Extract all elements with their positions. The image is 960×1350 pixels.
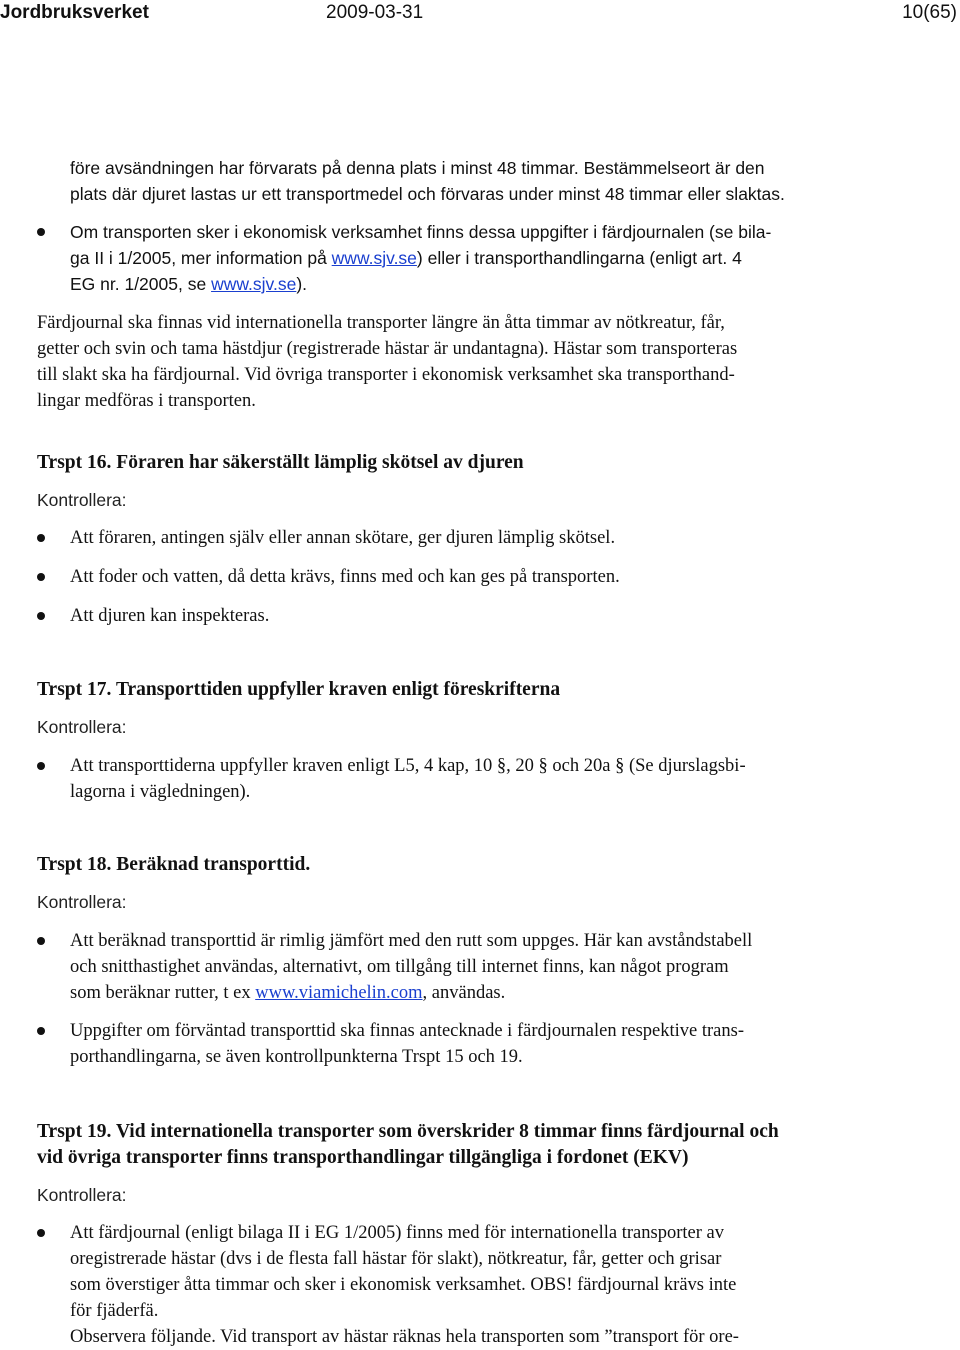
section-trspt-19 <box>37 1119 937 1208</box>
sjv-link[interactable]: www.sjv.se <box>211 274 297 294</box>
bullet-icon <box>37 573 45 581</box>
intro-bullet-line: EG nr. 1/2005, se www.sjv.se). <box>70 274 308 294</box>
intro-paragraph-2: Färdjournal ska finnas vid internationella transporter längre än åtta timmar av nötkreatur, får, getter och svin och tama hästdjur (registrerade hästar är undantagna). Hästar som transporteras till slakt ska ha färdjournal. Vid övriga transporter i ekonomisk verksamhet ska transporthand- lingar medföras i transporten. <box>37 313 738 411</box>
intro-line: plats där djuret lastas ur ett transportmedel och förvaras under minst 48 timmar eller slaktas. <box>70 184 785 204</box>
intro-bullet <box>70 219 930 297</box>
intro-bullet-line: Om transporten sker i ekonomisk verksamhet finns dessa uppgifter i färdjournalen (se bila- <box>70 222 772 242</box>
check-label: Kontrollera: <box>37 717 127 737</box>
bullet-icon <box>37 762 45 770</box>
header-date: 2009-03-31 <box>326 2 424 23</box>
section-heading: Trspt 17. Transporttiden uppfyller kraven enligt föreskrifterna <box>37 679 561 700</box>
bullet-icon <box>37 228 45 236</box>
intro-paragraph <box>70 155 930 207</box>
header-org: Jordbruksverket <box>0 2 149 23</box>
check-item: Att foder och vatten, då detta krävs, finns med och kan ges på transporten. <box>70 567 620 587</box>
sjv-link[interactable]: www.sjv.se <box>331 248 417 268</box>
check-item: Uppgifter om förväntad transporttid ska finnas antecknade i färdjournalen respektive trans- porthandlingarna, se även kontrollpunkterna Trspt 15 och 19. <box>70 1021 744 1067</box>
viamichelin-link[interactable]: www.viamichelin.com <box>255 983 423 1003</box>
section-heading-cont: vid övriga transporter finns transporthandlingar tillgängliga i fordonet (EKV) <box>37 1147 689 1168</box>
check-label: Kontrollera: <box>37 892 127 912</box>
check-item: Att transporttiderna uppfyller kraven enligt L5, 4 kap, 10 §, 20 § och 20a § (Se djurslagsbi- lagorna i vägledningen). <box>70 756 746 802</box>
check-item: Att föraren, antingen själv eller annan skötare, ger djuren lämplig skötsel. <box>70 528 616 548</box>
intro-line: före avsändningen har förvarats på denna plats i minst 48 timmar. Bestämmelseort är den <box>70 158 765 178</box>
check-label: Kontrollera: <box>37 490 127 510</box>
intro-bullet-line: ga II i 1/2005, mer information på www.sjv.se) eller i transporthandlingarna (enligt art. 4 <box>70 248 742 268</box>
section-heading: Trspt 18. Beräknad transporttid. <box>37 854 311 875</box>
bullet-icon <box>37 612 45 620</box>
bullet-icon <box>37 534 45 542</box>
check-item: Att färdjournal (enligt bilaga II i EG 1/2005) finns med för internationella transporter av oregistrerade hästar (dvs i de flesta fall hästar för slakt), nötkreatur, får, getter och grisar som överstiger åtta timmar och sker i ekonomisk verksamhet. OBS! färdjournal krävs inte för fjäderfä. Observera följande. Vid transport av hästar räknas hela transporten som ”transport för ore- <box>70 1223 739 1347</box>
page-header <box>0 0 960 30</box>
section-heading: Trspt 19. Vid internationella transporter som överskrider 8 timmar finns färdjournal och <box>37 1121 779 1142</box>
section-trspt-18 <box>37 852 937 915</box>
section-trspt-16 <box>37 450 937 513</box>
header-page-number: 10(65) <box>902 2 957 23</box>
check-item: Att djuren kan inspekteras. <box>70 606 270 626</box>
bullet-icon <box>37 1027 45 1035</box>
section-trspt-17 <box>37 677 937 740</box>
bullet-icon <box>37 937 45 945</box>
check-item: Att beräknad transporttid är rimlig jämfört med den rutt som uppges. Här kan avståndstabell och snitthastighet användas, alternativt, om tillgång till internet finns, kan något program som beräknar rutter, t ex www.viamichelin.com, användas. <box>70 931 753 1003</box>
check-label: Kontrollera: <box>37 1185 127 1205</box>
bullet-icon <box>37 1229 45 1237</box>
section-heading: Trspt 16. Föraren har säkerställt lämplig skötsel av djuren <box>37 452 524 473</box>
